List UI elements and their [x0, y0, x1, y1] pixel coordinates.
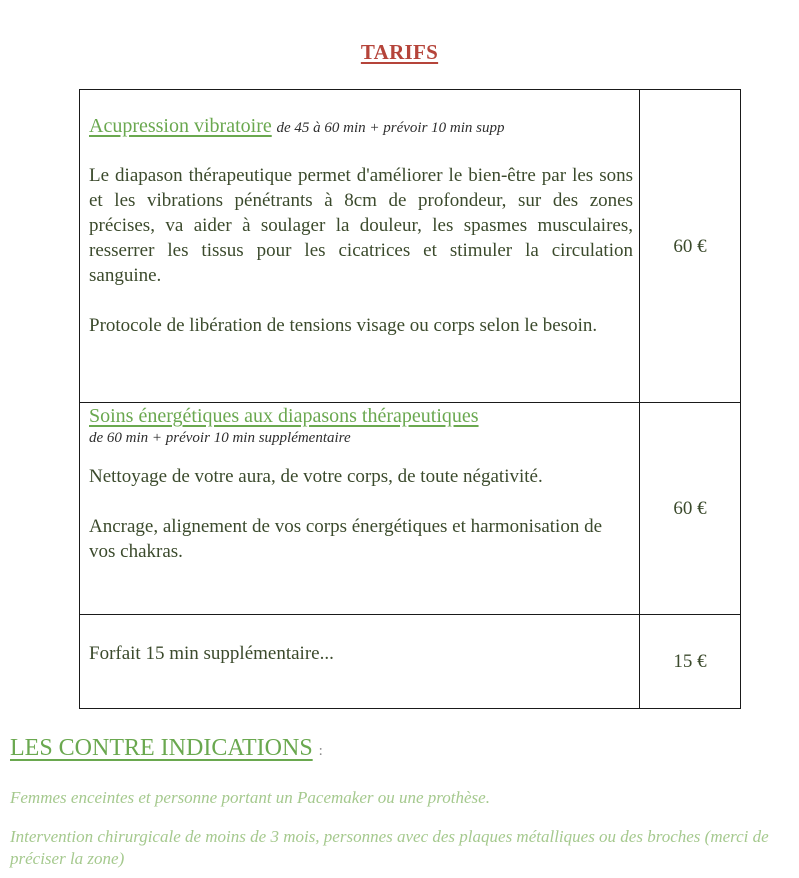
contraindication-item: Intervention chirurgicale de moins de 3 mois, personnes avec des plaques métalliques ou des broches (merci de préciser la zone) [10, 827, 769, 868]
service-description-cell [80, 615, 640, 709]
service-duration: de 45 à 60 min + prévoir 10 min supp [276, 120, 505, 136]
service-heading [89, 404, 633, 429]
contraindications-title [10, 735, 323, 762]
contraindications-colon: : [318, 743, 323, 759]
service-name: Soins énergétiques aux diapasons thérapeutiques [89, 405, 479, 427]
service-price: 15 € [640, 615, 741, 709]
service-paragraph: Nettoyage de votre aura, de votre corps, de toute négativité. [89, 466, 543, 487]
service-paragraph: Le diapason thérapeutique permet d'améliorer le bien-être par les sons et les vibrations pénétrants à 8cm de profondeur, sur des zones précises, va aider à soulager la douleur, les spasmes musculaires, resserrer les tissus pour les cicatrices et stimuler la circulation sanguine. [89, 165, 633, 286]
service-description-cell [80, 90, 640, 403]
service-paragraph: Forfait 15 min supplémentaire... [89, 643, 334, 664]
pricing-table [79, 89, 741, 709]
service-price: 60 € [640, 90, 741, 403]
page-title: TARIFS [360, 40, 439, 64]
contraindications-title-text: LES CONTRE INDICATIONS [10, 735, 313, 761]
service-name: Acupression vibratoire [89, 115, 272, 137]
service-duration: de 60 min + prévoir 10 min supplémentaire [89, 430, 351, 446]
service-heading [89, 114, 633, 140]
table-row [80, 615, 741, 709]
table-row [80, 403, 741, 615]
service-description-cell [80, 403, 640, 615]
table-row [80, 90, 741, 403]
contraindication-item: Femmes enceintes et personne portant un Pacemaker ou une prothèse. [10, 788, 490, 807]
service-price: 60 € [640, 403, 741, 615]
service-paragraph: Ancrage, alignement de vos corps énergétiques et harmonisation de vos chakras. [89, 516, 603, 562]
service-paragraph: Protocole de libération de tensions visage ou corps selon le besoin. [89, 315, 598, 336]
